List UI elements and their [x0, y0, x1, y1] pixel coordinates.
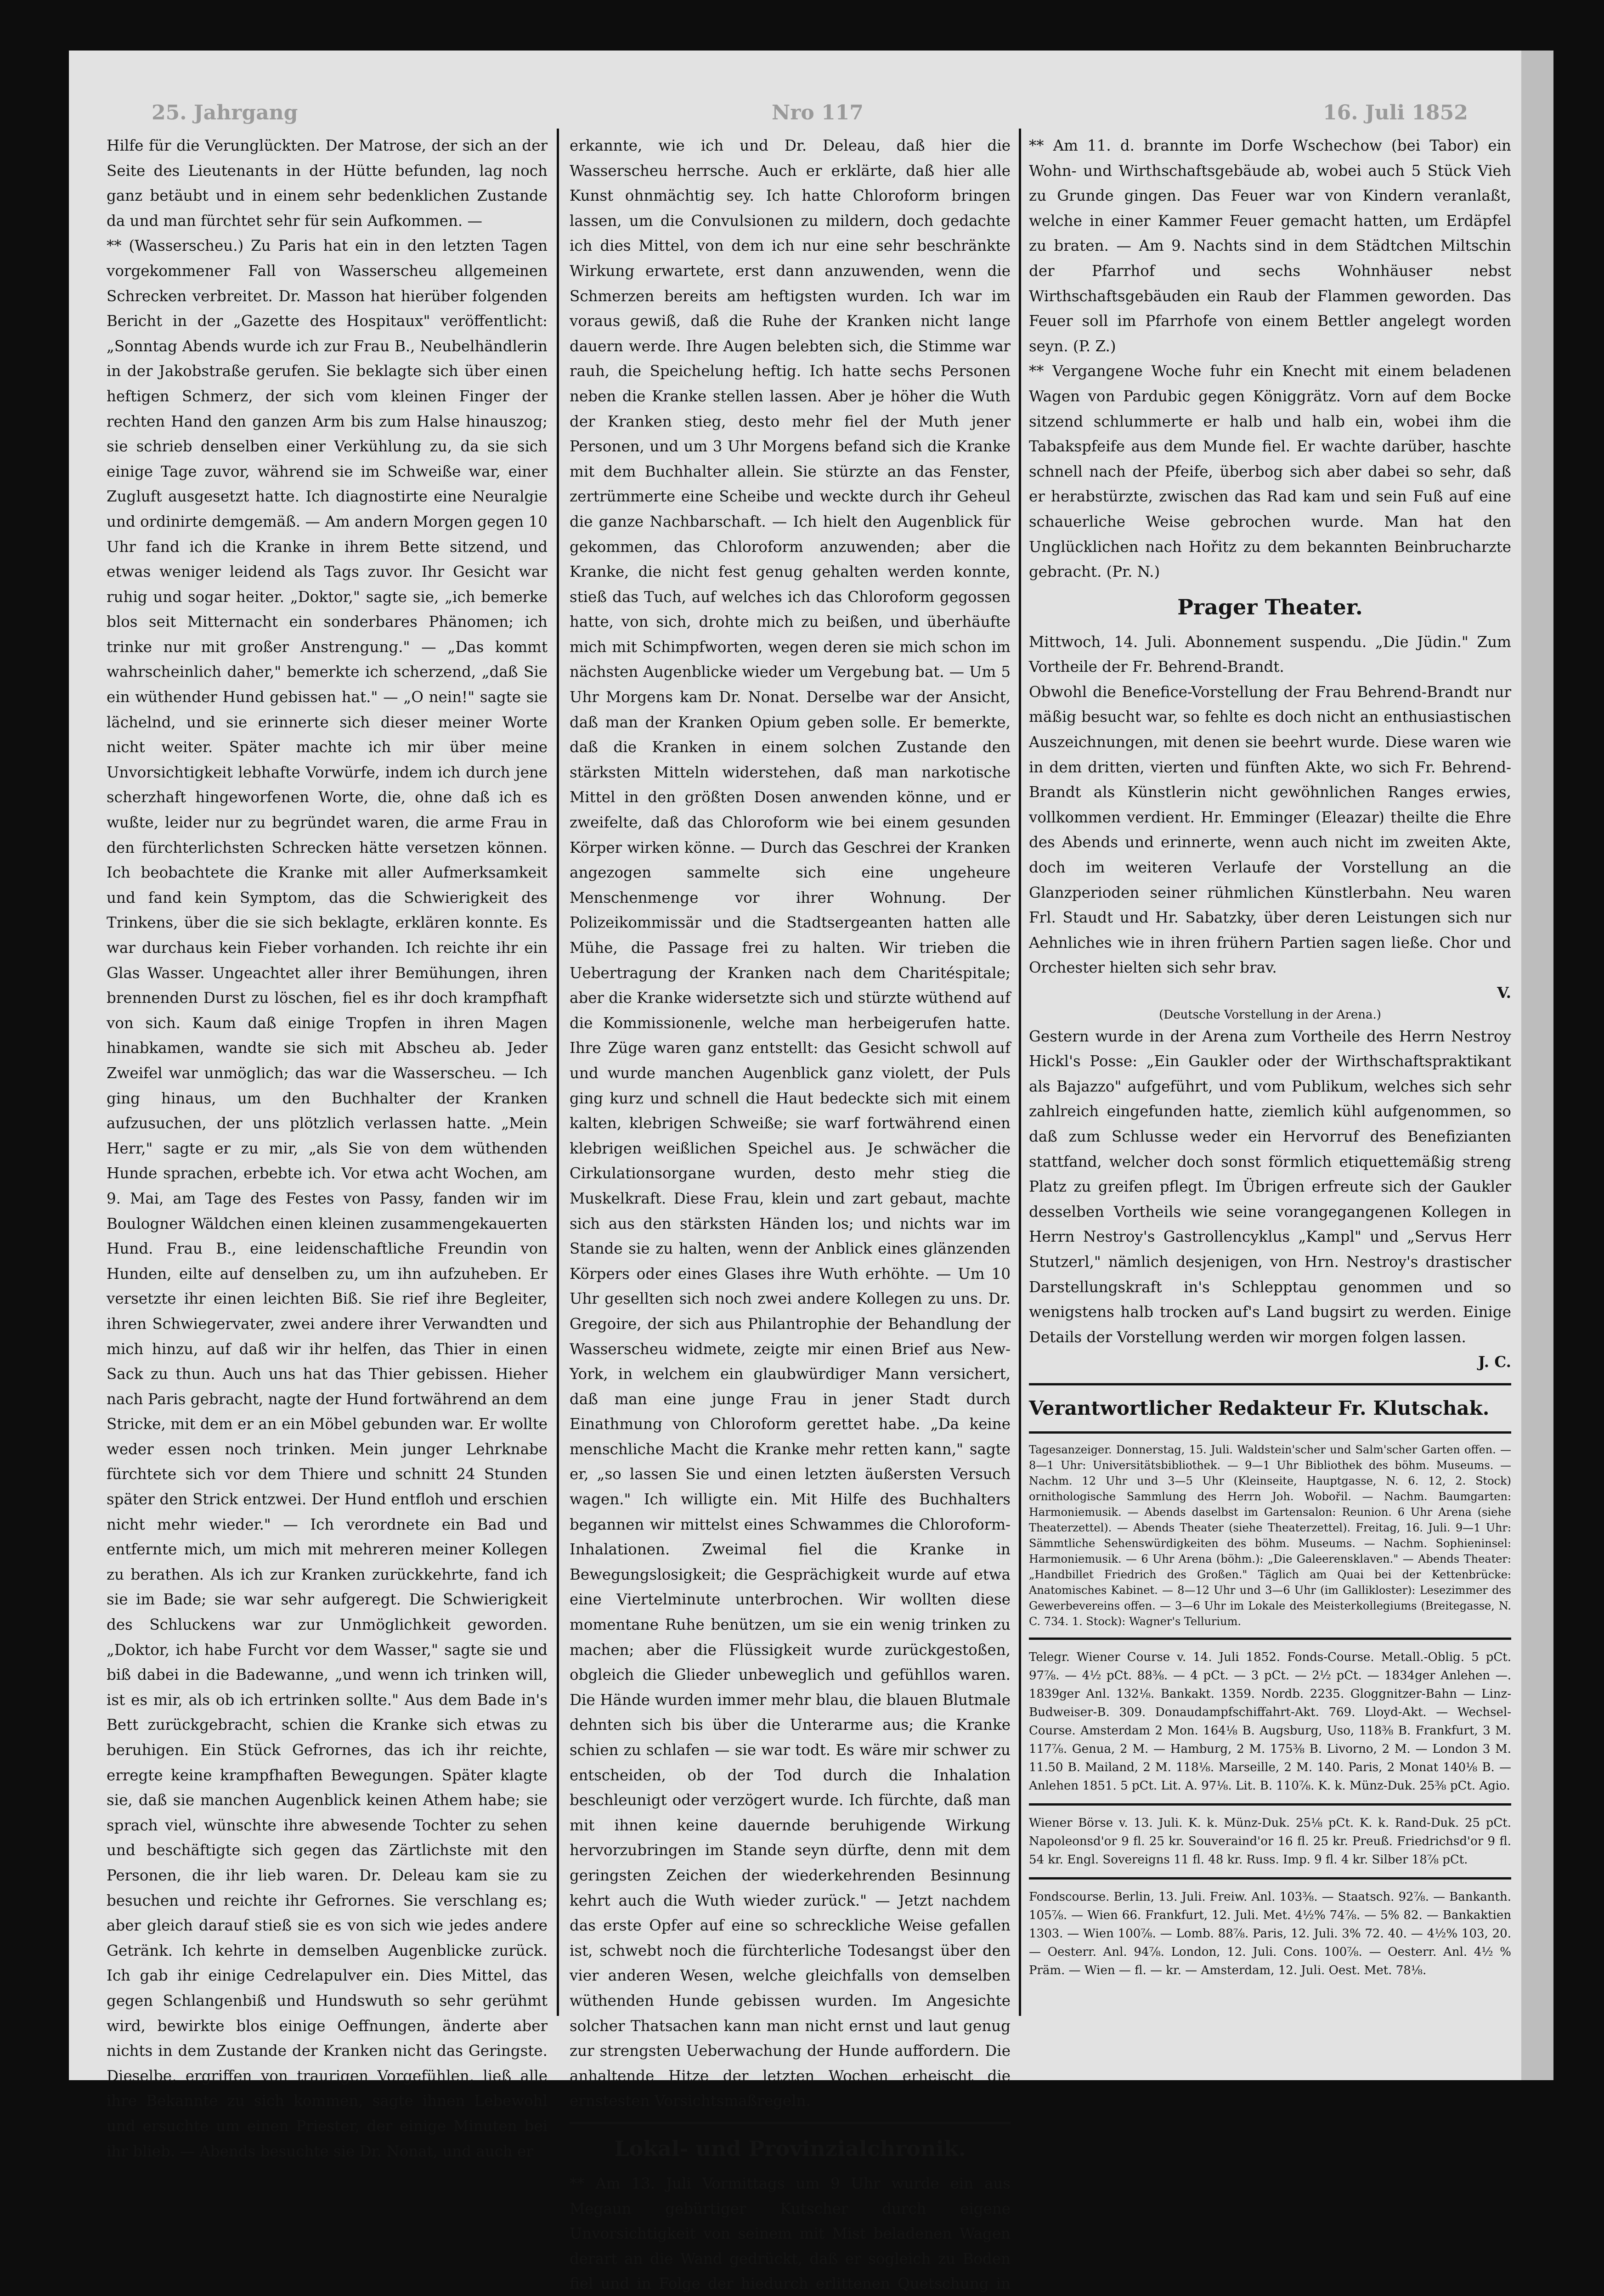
column-1 [107, 133, 548, 2164]
article-paragraph: ** Vergangene Woche fuhr ein Knecht mit einem beladenen Wagen von Pardubic gegen Königgrätz. Vorn auf dem Bocke sitzend schlummerte er halb und halb ein, wobei ihm die Tabakspfeife aus dem Munde fiel. Er wachte darüber, haschte schnell nach der Pfeife, überbog sich aber dabei so sehr, daß er herabstürzte, zwischen das Rad kam und sein Fuß auf eine schauerliche Weise gebrochen wurde. Man hat den Unglücklichen nach Hořitz zu dem bekannten Beinbrucharzte gebracht. (Pr. N.) [1029, 362, 1511, 581]
section-title-theater: Prager Theater. [1177, 594, 1363, 619]
newspaper-page [69, 51, 1553, 2293]
article-paragraph: erkannte, wie ich und Dr. Deleau, daß hier die Wasserscheu herrsche. Auch er erklärte, daß hier alle Kunst ohnmächtig sey. Ich hatte Chloroform bringen lassen, um die Convulsionen zu mildern, doch gedachte ich dies Mittel, von dem ich nur eine sehr beschränkte Wirkung erwartete, erst dann anzuwenden, wenn die Schmerzen bereits am heftigsten wurden. Ich war im voraus gewiß, daß die Ruhe der Kranken nicht lange dauern werde. Ihre Augen belebten sich, die Stimme war rauh, die Speichelung heftig. Ich hatte sechs Personen neben die Kranke stellen lassen. Aber je höher die Wuth der Kranken stieg, desto mehr fiel der Muth jener Personen, und um 3 Uhr Morgens befand sich die Kranke mit dem Buchhalter allein. Sie stürzte an das Fenster, zertrümmerte eine Scheibe und weckte durch ihr Geheul die ganze Nachbarschaft. — Ich hielt den Augenblick für gekommen, das Chloroform anzuwenden; aber die Kranke, die nicht fest genug gehalten werden konnte, stieß das Tuch, auf welches ich das Chloroform gegossen hatte, von sich, drohte mich zu beißen, und überhäufte mich mit Schimpfworten, wegen deren sie mich schon im nächsten Augenblicke wieder um Vergebung bat. — Um 5 Uhr Morgens kam Dr. Nonat. Derselbe war der Ansicht, daß man der Kranken Opium geben solle. Er bemerkte, daß die Kranken in einem solchen Zustande den stärksten Mitteln widerstehen, daß man narkotische Mittel in den größten Dosen anwenden könne, und er zweifelte, daß das Chloroform wie bei einem gesunden Körper wirken könne. — Durch das Geschrei der Kranken angezogen sammelte sich eine ungeheure Menschenmenge vor ihrer Wohnung. Der Polizeikommissär und die Stadtsergeanten hatten alle Mühe, die Passage frei zu halten. Wir trieben die Uebertragung der Kranken nach dem Charitéspitale; aber die Kranke widersetzte sich und stürzte wüthend auf die Kommissionenle, welche man herbeigerufen hatte. Ihre Züge waren ganz entstellt: das Gesicht schwoll auf und wurde manchen Augenblick ganz violett, der Puls ging kurz und schnell die Haut bedeckte sich mit einem kalten, klebrigen Schweiße; sie warf fortwährend einen klebrigen weißlichen Speichel aus. Je schwächer die Cirkulationsorgane wurden, desto mehr stieg die Muskelkraft. Diese Frau, klein und zart gebaut, machte sich aus den stärksten Händen los; und nichts war im Stande sie zu halten, wenn der Anblick eines glänzenden Körpers oder eines Glases ihre Wuth erhöhte. — Um 10 Uhr gesellten sich noch zwei andere Kollegen zu uns. Dr. Gregoire, der sich aus Philantrophie der Behandlung der Wasserscheu widmete, zeigte mir einen Brief aus New-York, in welchem ein glaubwürdiger Mann versichert, daß man eine junge Frau in jener Stadt durch Einathmung von Chloroform gerettet habe. „Da keine menschliche Macht die Kranke mehr retten kann," sagte er, „so lassen Sie und einen letzten äußersten Versuch wagen." Ich willigte ein. Mit Hilfe des Buchhalters begannen wir mittelst eines Schwammes die Chloroform-Inhalationen. Zweimal fiel die Kranke in Bewegungslosigkeit; die Gesprächigkeit wurde auf etwa eine Viertelminute unterbrochen. Wir wollten diese momentane Ruhe benützen, um sie ein wenig trinken zu machen; aber die Flüssigkeit wurde zurückgestoßen, obgleich die Glieder unbeweglich und gefühllos waren. Die Hände wurden immer mehr blau, die blauen Blutmale dehnten sich bis über die Unterarme aus; die Kranke schien zu schlafen — sie war todt. Es wäre mir schwer zu entscheiden, ob der Tod durch die Inhalation beschleunigt oder verzögert wurde. Ich fürchte, daß man mit ihnen keine dauernde beruhigende Wirkung hervorzubringen im Stande seyn dürfte, denn mit dem geringsten Zeichen der wiederkehrenden Besinnung kehrt auch die Wuth wieder zurück." — Jetzt nachdem das erste Opfer auf eine so schreckliche Weise gefallen ist, schwebt noch die fürchterliche Todesangst über den vier anderen Wesen, welche gleichfalls von demselben wüthenden Hunde gebissen wurden. Im Angesichte solcher Thatsachen kann man nicht ernst und laut genug zur strengsten Ueberwachung der Hunde auffordern. Die anhaltende Hitze der letzten Wochen erheischt die ernstesten Vorsichtsmaßregeln. [570, 137, 1011, 2110]
column-3 [1029, 133, 1511, 1980]
header-volume: 25. Jahrgang [152, 101, 298, 124]
article-paragraph: ** Am 13. Juli Vormittags um 9 Uhr wurde ein aus Megaun gebürtiger Kutscher durch eigene Unvorsichtigkeit von seinem mit Mist beladenen Wagen derart an die Wand gedrückt, daß er sogleich zu Boden fiel und in Folge der hiedurch erlittenen Quetschung in [570, 2174, 1011, 2293]
column-rule-2 [1019, 129, 1021, 2016]
section-divider [1029, 1431, 1511, 1434]
vienna-exchange: Wiener Börse v. 13. Juli. K. k. Münz-Duk. 25⅛ pCt. K. k. Rand-Duk. 25 pCt. Napoleonsd'or 9 fl. 25 kr. Souveraind'or 16 fl. 25 kr. Preuß. Friedrichsd'or 9 fl. 54 kr. Engl. Sovereigns 11 fl. 48 kr. Russ. Imp. 9 fl. 4 kr. Silber 18⅞ pCt. [1029, 1816, 1511, 1867]
header-issue: Nro 117 [772, 101, 864, 124]
editor-line: Verantwortlicher Redakteur Fr. Klutschak. [1029, 1396, 1490, 1419]
fund-courses: Fondscourse. Berlin, 13. Juli. Freiw. Anl. 103⅜. — Staatsch. 92⅞. — Bankanth. 105⅞. — Wien 66. Frankfurt, 12. Juli. Met. 4½% 74⅞. — 5% 82. — Bankaktien 1303. — Wien 100⅞. — Lomb. 88⅞. Paris, 12. Juli. 3% 72. 40. — 4½% 103, 20. — Oesterr. Anl. 94⅞. London, 12. Juli. Cons. 100⅞. — Oesterr. Anl. 4½ % Präm. — Wien — fl. — kr. — Amsterdam, 12. Juli. Oest. Met. 78⅛. [1029, 1890, 1511, 1977]
column-rule-1 [557, 129, 559, 2016]
article-paragraph: Hilfe für die Verunglückten. Der Matrose, der sich an der Seite des Lieutenants in der Hütte befunden, lag noch ganz betäubt und in einem sehr bedenklichen Zustande da und man fürchtet sehr für sein Aufkommen. — [107, 137, 548, 230]
section-divider [570, 2122, 1011, 2124]
section-divider [1029, 1877, 1511, 1880]
article-paragraph: Obwohl die Benefice-Vorstellung der Frau Behrend-Brandt nur mäßig besucht war, so fehlte es doch nicht an enthusiastischen Auszeichnungen, mit denen sie beehrt wurde. Diese waren wie in dem dritten, vierten und fünften Akte, wo sich Fr. Behrend-Brandt als Künstlerin nicht gewöhnlichen Ranges erwies, vollkommen verdient. Hr. Emminger (Eleazar) theilte die Ehre des Abends und erinnerte, wenn auch nicht im zweiten Akte, doch im weiteren Verlaufe der Vorstellung an die Glanzperioden seiner rühmlichen Künstlerbahn. Neu waren Frl. Staudt und Hr. Sabatzky, über deren Leistungen sich nur Aehnliches wie in ihren frühern Partien sagen ließe. Chor und Orchester hielten sich sehr brav. [1029, 683, 1511, 977]
article-paragraph: ** Am 11. d. brannte im Dorfe Wschechow (bei Tabor) ein Wohn- und Wirthschaftsgebäude ab, wobei auch 5 Stück Vieh zu Grunde gingen. Das Feuer war von Kindern veranlaßt, welche in einer Kammer Feuer gemacht hatten, um Erdäpfel zu braten. — Am 9. Nachts sind in dem Städtchen Miltschin der Pfarrhof und sechs Wohnhäuser nebst Wirthschaftsgebäuden ein Raub der Flammen geworden. Das Feuer soll im Pfarrhofe von einem Bettler angelegt worden seyn. (P. Z.) [1029, 137, 1511, 355]
section-title-local-chronicle: Lokal- und Provinzialchronik. [614, 2136, 966, 2161]
vienna-courses: Telegr. Wiener Course v. 14. Juli 1852. Fonds-Course. Metall.-Oblig. 5 pCt. 97⅞. — 4½ pCt. 88⅜. — 4 pCt. — 3 pCt. — 2½ pCt. — 1834ger Anlehen —. 1839ger Anl. 132⅛. Bankakt. 1359. Nordb. 2235. Gloggnitzer-Bahn — Linz-Budweiser-B. 309. Donaudampfschiffahrt-Akt. 769. Lloyd-Akt. — Wechsel-Course. Amsterdam 2 Mon. 164⅛ B. Augsburg, Uso, 118⅜ B. Frankfurt, 3 M. 117⅞. Genua, 2 M. — Hamburg, 2 M. 175⅜ B. Livorno, 2 M. — London 3 M. 11.50 B. Mailand, 2 M. 118⅛. Marseille, 2 M. 140. Paris, 2 Monat 140⅛ B. — Anlehen 1851. 5 pCt. Lit. A. 97⅛. Lit. B. 110⅞. K. k. Münz-Duk. 25⅜ pCt. Agio. [1029, 1650, 1511, 1793]
article-paragraph: Mittwoch, 14. Juli. Abonnement suspendu. „Die Jüdin." Zum Vortheile der Fr. Behrend-Brandt. [1029, 633, 1511, 676]
page-header [152, 101, 1484, 129]
daily-listings: Tagesanzeiger. Donnerstag, 15. Juli. Waldstein'scher und Salm'scher Garten offen. — 8—1 Uhr: Universitätsbibliothek. — 9—1 Uhr Bibliothek des böhm. Museums. — Nachm. 12 Uhr und 3—5 Uhr (Kleinseite, Hauptgasse, N. 6. 12, 2. Stock) ornithologische Sammlung des Herrn Joh. Wobořil. — Nachm. Baumgarten: Harmoniemusik. — Abends daselbst im Gartensalon: Reunion. 6 Uhr Arena (siehe Theaterzettel). — Abends Theater (siehe Theaterzettel). Freitag, 16. Juli. 9—1 Uhr: Sämmtliche Sehenswürdigkeiten des böhm. Museums. — Nachm. Sophieninsel: Harmoniemusik. — 6 Uhr Arena (böhm.): „Die Galeerensklaven." — Abends Theater: „Handbillet Friedrich des Großen." Täglich am Quai bei der Kettenbrücke: Anatomisches Kabinet. — 8—12 Uhr und 3—6 Uhr (im Gallikloster): Lesezimmer des Gewerbevereins offen. — 3—6 Uhr im Lokale des Meisterkollegiums (Breitegasse, N. C. 734. 1. Stock): Wagner's Tellurium. [1029, 1443, 1511, 1628]
column-2 [570, 133, 1011, 2296]
page-edge [1521, 51, 1553, 2080]
section-divider [1029, 1803, 1511, 1806]
subsection-title-arena: (Deutsche Vorstellung in der Arena.) [1159, 1007, 1381, 1022]
signature: J. C. [1478, 1353, 1511, 1371]
section-divider [1029, 1638, 1511, 1640]
article-paragraph: Gestern wurde in der Arena zum Vortheile des Herrn Nestroy Hickl's Posse: „Ein Gaukler oder der Wirthschaftspraktikant als Bajazzo" aufgeführt, und vom Publikum, welches sich sehr zahlreich eingefunden hatte, ziemlich kühl aufgenommen, so daß zum Schlusse weder ein Hervorruf des Benefizianten stattfand, welcher doch sonst förmlich etiquettemäßig streng Platz zu greifen pflegt. Im Übrigen erfreute sich der Gaukler desselben Vortheils wie seine vorangegangenen Kollegen in Herrn Nestroy's Gastrollencyklus „Kampl" und „Servus Herr Stutzerl," nämlich desjenigen, von Hrn. Nestroy's drastischer Darstellungskraft in's Schlepptau genommen und so wenigstens halb trocken auf's Land bugsirt zu werden. Einige Details der Vorstellung werden wir morgen folgen lassen. [1029, 1027, 1511, 1346]
article-paragraph: ** (Wasserscheu.) Zu Paris hat ein in den letzten Tagen vorgekommener Fall von Wasserscheu allgemeinen Schrecken verbreitet. Dr. Masson hat hierüber folgenden Bericht in der „Gazette des Hospitaux" veröffentlicht: „Sonntag Abends wurde ich zur Frau B., Neubelhändlerin in der Jakobstraße gerufen. Sie beklagte sich über einen heftigen Schmerz, der sich vom kleinen Finger der rechten Hand den ganzen Arm bis zum Halse hinauszog; sie schrieb denselben einer Verkühlung zu, da sie sich einige Tage zuvor, während sie im Schweiße war, einer Zugluft ausgesetzt hatte. Ich diagnostirte eine Neuralgie und ordinirte demgemäß. — Am andern Morgen gegen 10 Uhr fand ich die Kranke in ihrem Bette sitzend, und etwas weniger leidend als Tags zuvor. Ihr Gesicht war ruhig und sogar heiter. „Doktor," sagte sie, „ich bemerke blos seit Mitternacht ein sonderbares Phänomen; ich trinke nur mit großer Anstrengung." — „Das kommt wahrscheinlich daher," bemerkte ich scherzend, „daß Sie ein wüthender Hund gebissen hat." — „O nein!" sagte sie lächelnd, und sie erinnerte sich dieser meiner Worte nicht weiter. Später machte ich mir über meine Unvorsichtigkeit lebhafte Vorwürfe, indem ich durch jene scherzhaft hingeworfenen Worte, die, ohne daß ich es wußte, leider nur zu begründet waren, die arme Frau in den fürchterlichsten Schrecken hätte versetzen können. Ich beobachtete die Kranke mit aller Aufmerksamkeit und fand kein Symptom, das die Schwierigkeit des Trinkens, über die sie sich beklagte, erklären konnte. Es war durchaus kein Fieber vorhanden. Ich reichte ihr ein Glas Wasser. Ungeachtet aller ihrer Bemühungen, ihren brennenden Durst zu löschen, fiel es ihr doch krampfhaft von sich. Kaum daß einige Tropfen in ihren Magen hinabkamen, wandte sie sich mit Abscheu ab. Jeder Zweifel war unmöglich; das war die Wasserscheu. — Ich ging hinaus, um den Buchhalter der Kranken aufzusuchen, der uns plötzlich verlassen hatte. „Mein Herr," sagte er zu mir, „als Sie von dem wüthenden Hunde sprachen, erbebte ich. Vor etwa acht Wochen, am 9. Mai, am Tage des Festes von Passy, fanden wir im Boulogner Wäldchen einen kleinen zusammengekauerten Hund. Frau B., eine leidenschaftliche Freundin von Hunden, eilte auf denselben zu, um ihn aufzuheben. Er versetzte ihr einen leichten Biß. Sie rief ihre Begleiter, ihren Schwiegervater, zwei andere ihrer Verwandten und mich hinzu, auf daß wir ihr helfen, das Thier in einen Sack zu thun. Auch uns hat das Thier gebissen. Hieher nach Paris gebracht, nagte der Hund fortwährend an dem Stricke, mit dem er an ein Möbel gebunden war. Er wollte weder essen noch trinken. Mein junger Lehrknabe fürchtete sich vor dem Thiere und schnitt 24 Stunden später den Strick entzwei. Der Hund entfloh und erschien nicht mehr wieder." — Ich verordnete ein Bad und entfernte mich, um mich mit mehreren meiner Kollegen zu berathen. Als ich zur Kranken zurückkehrte, fand ich sie im Bade; sie war sehr aufgeregt. Die Schwierigkeit des Schluckens war zur Unmöglichkeit geworden. „Doktor, ich habe Furcht vor dem Wasser," sagte sie und biß dabei in die Badewanne, „und wenn ich trinken will, ist es mir, als ob ich ertrinken sollte." Aus dem Bade in's Bett zurückgebracht, schien die Kranke sich etwas zu beruhigen. Ein Stück Gefrornes, das ich ihr reichte, erregte keine krampfhaften Bewegungen. Später klagte sie, daß sie manchen Augenblick keinen Athem habe; sie sprach viel, wünschte ihre abwesende Tochter zu sehen und beschäftigte sich gegen das Zärtlichste mit den Personen, die ihr lieb waren. Dr. Deleau kam sie zu besuchen und reichte ihr Gefrornes. Sie verschlang es; aber gleich darauf stieß sie es von sich wie jedes andere Getränk. Ich kehrte in demselben Augenblicke zurück. Ich gab ihr einige Cedrelapulver ein. Dies Mittel, das gegen Schlangenbiß und Hundswuth so sehr gerühmt wird, bewirkte blos einige Oeffnungen, änderte aber nichts in dem Zustande der Kranken nicht das Geringste. Dieselbe, ergriffen von traurigen Vorgefühlen, ließ alle ihre Bekannte zu sich kommen, sagte ihnen Lebewohl und ersuchte um einen Priester, der einige Minuten bei ihr blieb. — Abends besuchte sie Dr. Nonat, und auch er [107, 237, 548, 2160]
header-date: 16. Juli 1852 [1323, 101, 1468, 124]
section-divider [1029, 1383, 1511, 1385]
signature: V. [1497, 984, 1511, 1002]
